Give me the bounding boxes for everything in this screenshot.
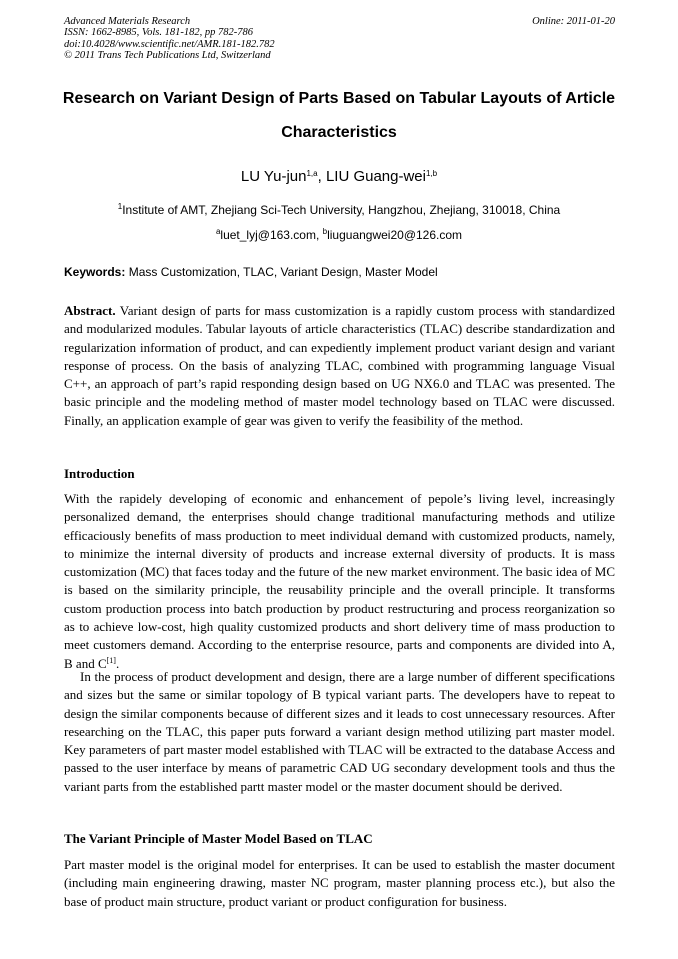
abstract <box>64 302 615 430</box>
author-1: LU Yu-jun <box>240 168 307 185</box>
paper-title-line1: Research on Variant Design of Parts Based on Tabular Layouts of Article <box>62 90 616 107</box>
abstract-text: Variant design of parts for mass customization is a rapidly custom process with standardized and modularized modules. Tabular layouts of article characteristics (TLAC) describe standardization and regularization information of product, and can expediently implement product variant design and variant response of process. On the basis of analyzing TLAC, combined with programming language Visual C++, an approach of part’s rapid responding design based on UG NX6.0 and TLAC was presented. The basic principle and the modeling method of master model technology based on TLAC were discussed. Finally, an application example of gear was given to verify the feasibility of the method. <box>64 303 615 428</box>
author-2: LIU Guang-wei <box>325 168 426 185</box>
author-list <box>40 168 638 185</box>
author-separator: , <box>317 168 326 185</box>
intro-paragraph-1 <box>64 490 615 673</box>
copyright-line: © 2011 Trans Tech Publications Ltd, Switzerland <box>64 50 271 62</box>
citation-ref-1[interactable]: [1] <box>106 655 116 665</box>
abstract-label: Abstract. <box>64 303 116 318</box>
journal-name: Advanced Materials Research <box>64 16 191 27</box>
journal-header <box>64 16 615 62</box>
affiliation-superscript: 1 <box>117 202 123 211</box>
online-date: Online: 2011-01-20 <box>532 16 615 27</box>
doi-line[interactable]: doi:10.4028/www.scientific.net/AMR.181-182.782 <box>64 38 275 50</box>
paper-title-line2: Characteristics <box>281 124 397 141</box>
email-a[interactable]: luet_lyj@163.com, <box>220 228 323 242</box>
intro-paragraph-2: In the process of product development and design, there are a large number of different specifications and sizes but the same or similar topology of B typical variant parts. The developers have to repeat to design the similar components because of different sizes and it leads to cost unnecessary resources. After researching on the TLAC, this paper puts forward a variant design method utilizing part master model. Key parameters of part master model established with TLAC will be extracted to the database Access and passed to the user interface by means of parametric CAD UG secondary development tools and thus the variant parts from the established partt master model or the master document should be derived. <box>64 669 615 794</box>
keywords-text: Mass Customization, TLAC, Variant Design, Master Model <box>125 265 438 279</box>
keywords <box>64 265 615 279</box>
email-a-superscript: a <box>215 227 221 236</box>
affiliation <box>40 203 638 217</box>
intro-p1-text: With the rapidely developing of economic and enhancement of pepole’s living level, increasingly personalized demand, the enterprises should change traditional manufacturing methods and utilize efficaciously benefits of mass production to meet individual demand with customized products, namely, to minimize the internal diversity of products and increase external diversity of products. It is mass customization (MC) that faces today and the future of the new market environment. The basic idea of MC is based on the similarity principle, the reusability principle and the overall principle. It transforms custom production process into batch production by product restructuring and process reorganization so as to achieve low-cost, high quality customized products and short delivery time of mass production to meet customers demand. According to the enterprise resource, parts and components are divided into A, B and C <box>64 491 615 671</box>
section-heading-introduction: Introduction <box>64 466 135 481</box>
intro-p1-end: . <box>115 655 120 671</box>
email-b[interactable]: liuguangwei20@126.com <box>327 228 463 242</box>
author-emails <box>40 228 638 242</box>
section-heading-variant-principle: The Variant Principle of Master Model Based on TLAC <box>64 831 373 846</box>
keywords-label: Keywords: <box>64 265 126 279</box>
email-b-superscript: b <box>322 227 328 236</box>
author-2-superscript: 1,b <box>426 169 438 178</box>
variant-paragraph-1: Part master model is the original model for enterprises. It can be used to establish the master document (including main engineering drawing, master NC program, master planning process etc.), but also the base of product main structure, product variant or product configuration for business. <box>64 857 615 909</box>
author-1-superscript: 1,a <box>306 169 318 178</box>
affiliation-text: Institute of AMT, Zhejiang Sci-Tech University, Hangzhou, Zhejiang, 310018, China <box>122 203 561 217</box>
issn-line: ISSN: 1662-8985, Vols. 181-182, pp 782-786 <box>64 27 253 39</box>
